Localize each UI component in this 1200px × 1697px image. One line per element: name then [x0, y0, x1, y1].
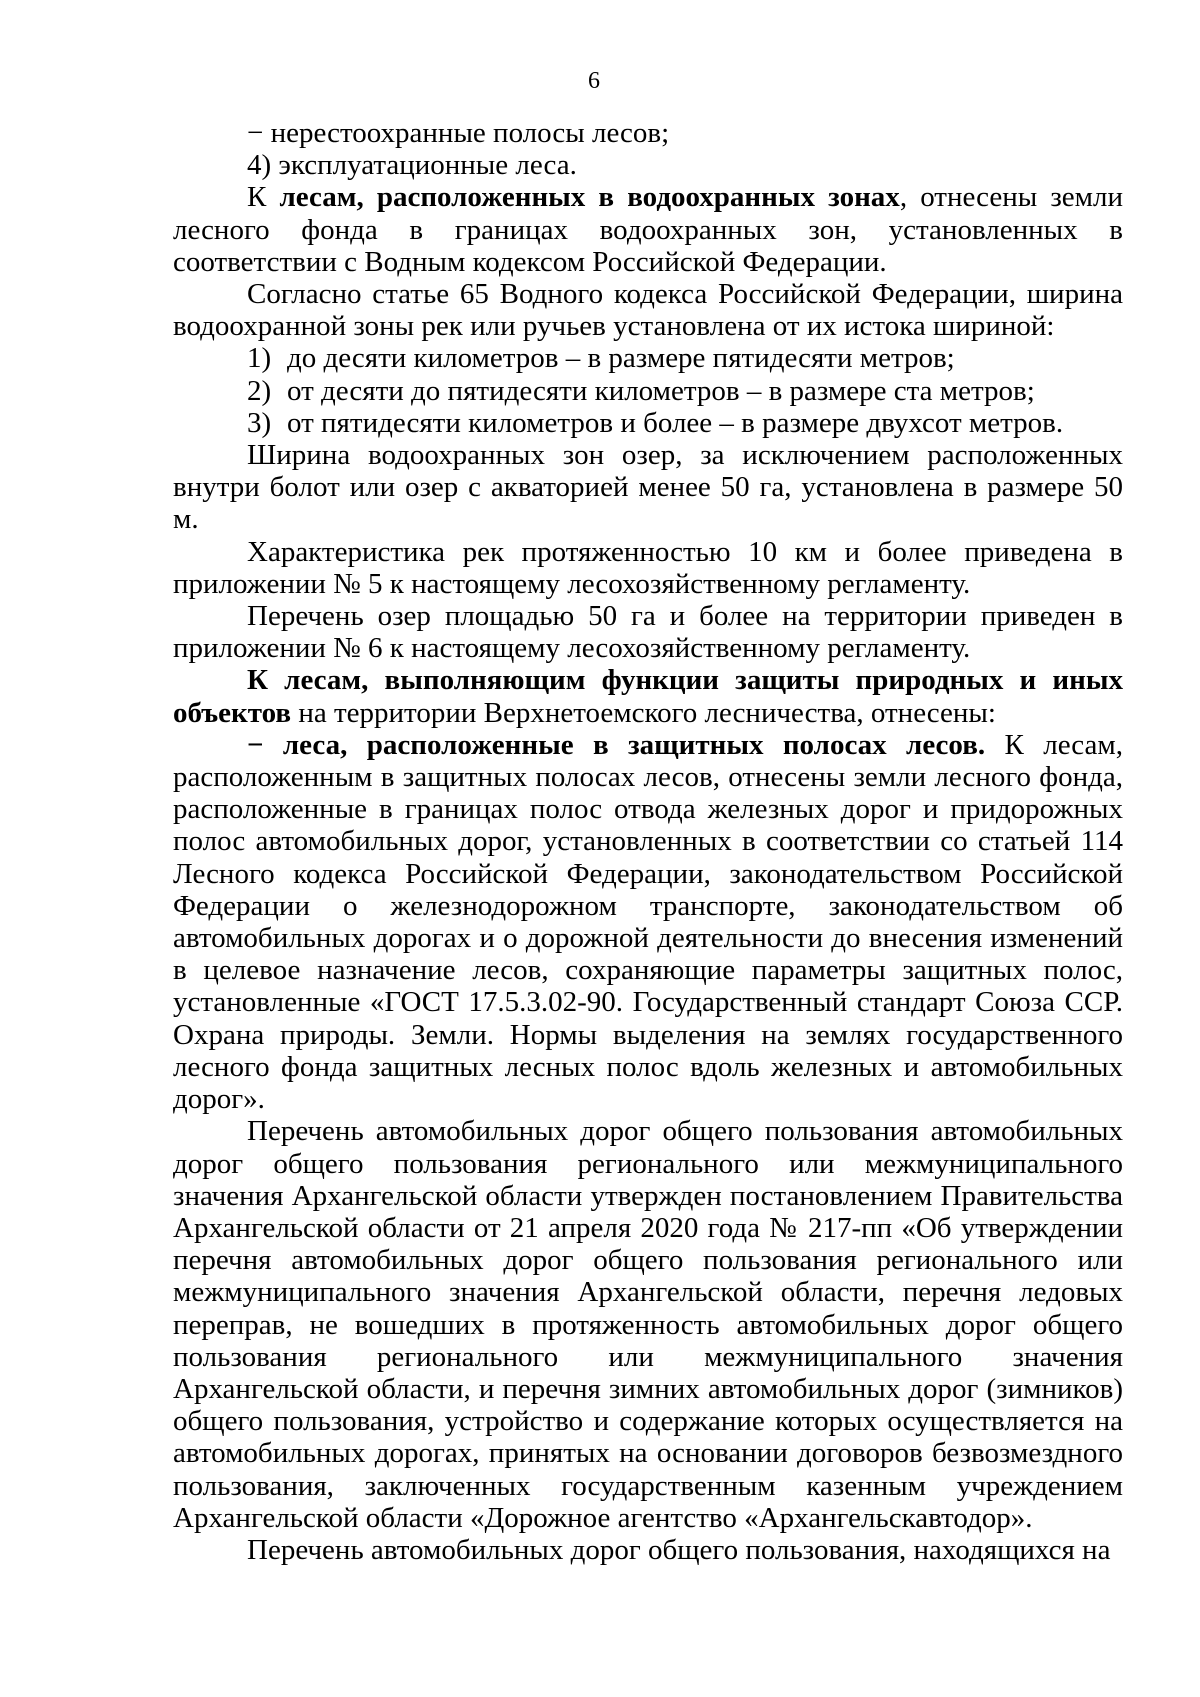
paragraph-protection-functions — [173, 664, 1123, 728]
list-text: от десяти до пятидесяти километров – в размере ста метров; — [287, 374, 1035, 407]
list-item — [173, 407, 1123, 439]
bold-term: лесам, расположенных в водоохранных зонах — [279, 181, 900, 214]
bold-term: − леса, расположенные в защитных полосах лесов. — [247, 728, 986, 761]
list-text: до десяти километров – в размере пятидесяти метров; — [287, 342, 955, 375]
paragraph-article-65: Согласно статье 65 Водного кодекса Российской Федерации, ширина водоохранной зоны рек или ручьев установлена от их истока шириной: — [173, 278, 1123, 343]
paragraph-roads-continued: Перечень автомобильных дорог общего пользования, находящихся на — [247, 1533, 1111, 1566]
text-run: на территории Верхнетоемского лесничества, отнесены: — [291, 696, 996, 729]
list-item — [173, 342, 1123, 374]
paragraph-water-protection-zones — [173, 181, 1123, 278]
list-number: 2) — [247, 374, 272, 407]
paragraph-lakes-appendix: Перечень озер площадью 50 га и более на территории приведен в приложении № 6 к настоящему лесохозяйственному регламенту. — [173, 600, 1123, 665]
bold-term: К лесам, выполняющим функции защиты природных и иных объектов — [173, 664, 1123, 729]
list-item — [173, 375, 1123, 407]
text-run: К — [247, 181, 280, 214]
paragraph-exploitation-forests: 4) эксплуатационные леса. — [247, 149, 577, 182]
text-run: , отнесены земли лесного фонда в границах водоохранных зон, установленных в соответствии с Водным кодексом Российской Федерации. — [173, 181, 1124, 278]
list-number: 3) — [247, 406, 272, 439]
page-number: 6 — [588, 68, 600, 94]
paragraph-lake-zones: Ширина водоохранных зон озер, за исключением расположенных внутри болот или озер с акваторией менее 50 га, установлена в размере 50 м. — [173, 439, 1123, 536]
list-text: от пятидесяти километров и более – в размере двухсот метров. — [287, 406, 1064, 439]
paragraph-protective-belts — [173, 729, 1123, 1115]
text-run: К лесам, расположенным в защитных полосах лесов, отнесены земли лесного фонда, расположенные в границах полос отвода железных дорог и придорожных полос автомобильных дорог, установленных в соответствии со статьей 114 Лесного кодекса Российской Федерации, законодательством Российской Федерации о железнодорожном транспорте, законодательством об автомобильных дорогах и о дорожной деятельности до внесения изменений в целевое назначение лесов, сохраняющие параметры защитных полос, установленные «ГОСТ 17.5.3.02-90. Государственный стандарт Союза ССР. Охрана природы. Земли. Нормы выделения на землях государственного лесного фонда защитных лесных полос вдоль железных и автомобильных дорог». — [173, 728, 1123, 1116]
paragraph-roads-list: Перечень автомобильных дорог общего пользования автомобильных дорог общего пользования регионального или межмуниципального значения Архангельской области утвержден постановлением Правительства Архангельской области от 21 апреля 2020 года № 217-пп «Об утверждении перечня автомобильных дорог общего пользования регионального или межмуниципального значения Архангельской области, перечня ледовых переправ, не вошедших в протяженность автомобильных дорог общего пользования регионального или межмуниципального значения Архангельской области, и перечня зимних автомобильных дорог (зимников) общего пользования, устройство и содержание которых осуществляется на автомобильных дорогах, принятых на основании договоров безвозмездного пользования, заключенных государственным казенным учреждением Архангельской области «Дорожное агентство «Архангельскавтодор». — [173, 1115, 1123, 1534]
paragraph-spawning-belts: − нерестоохранные полосы лесов; — [247, 117, 670, 149]
document-body — [173, 117, 1123, 1566]
paragraph-rivers-appendix: Характеристика рек протяженностью 10 км и более приведена в приложении № 5 к настоящему лесохозяйственному регламенту. — [173, 535, 1123, 600]
list-number: 1) — [247, 342, 272, 375]
